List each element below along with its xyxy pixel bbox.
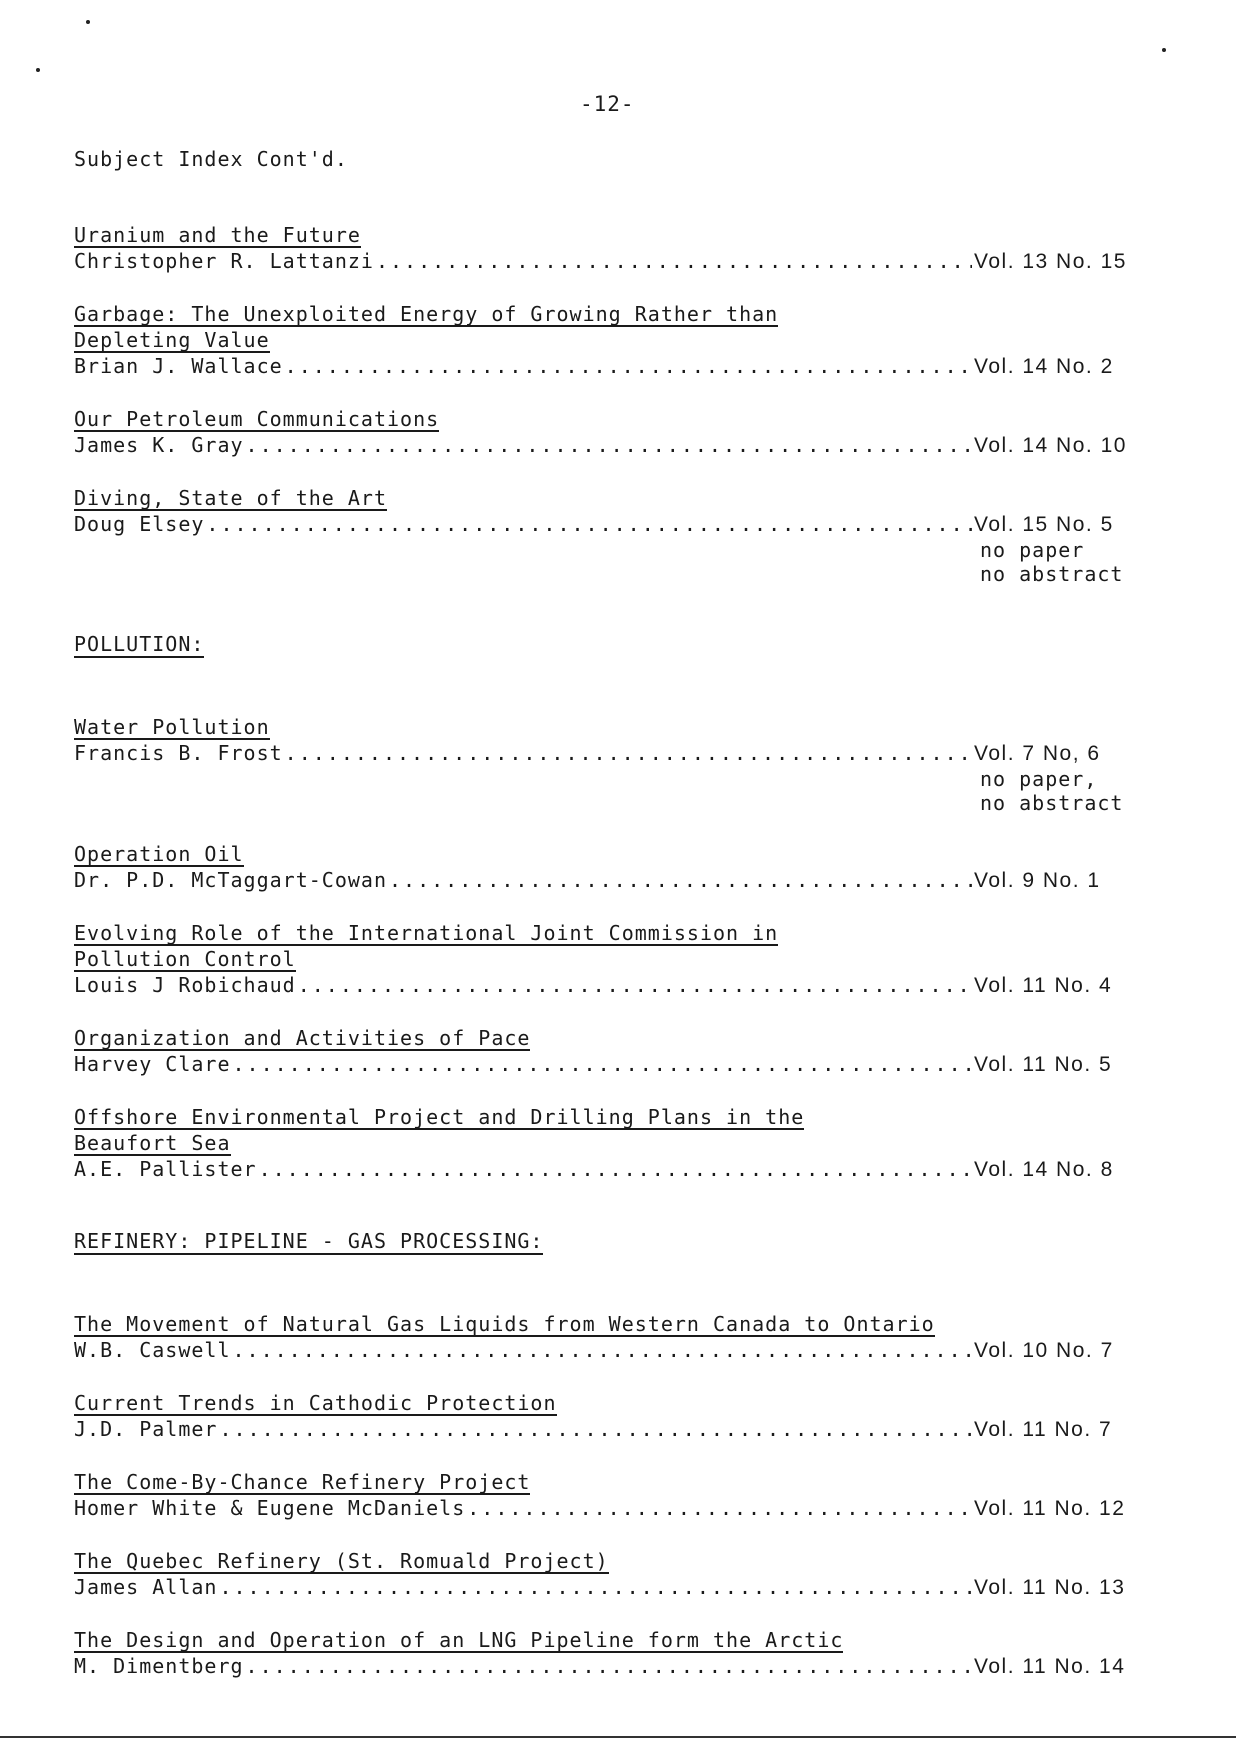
- entry-title-text: Offshore Environmental Project and Drilling Plans in the: [74, 1105, 805, 1129]
- entry-volume-ref: Vol. 10 No. 7: [974, 1339, 1114, 1362]
- entry-note: no abstract: [980, 562, 1124, 586]
- dot-leader: [467, 1495, 972, 1521]
- index-section: [74, 222, 1164, 586]
- index-entry: [74, 841, 1164, 894]
- entry-title-text: Uranium and the Future: [74, 223, 361, 247]
- index-entry: [74, 920, 1164, 999]
- section-heading: POLLUTION:: [74, 632, 205, 656]
- entry-author-line: [74, 1337, 1164, 1364]
- entry-title-text: The Design and Operation of an LNG Pipeline form the Arctic: [74, 1628, 844, 1652]
- index-subtitle: Subject Index Cont'd.: [74, 147, 348, 171]
- entry-author-line: [74, 1416, 1164, 1443]
- section-heading: REFINERY: PIPELINE - GAS PROCESSING:: [74, 1229, 544, 1253]
- entry-author: James K. Gray: [74, 433, 244, 457]
- entry-title-line: [74, 406, 1164, 432]
- entry-author: Christopher R. Lattanzi: [74, 249, 374, 273]
- dot-leader: [246, 432, 972, 458]
- entry-volume-ref: Vol. 14 No. 10: [974, 434, 1127, 457]
- entry-note: no paper: [980, 538, 1085, 562]
- entry-title-text: The Quebec Refinery (St. Romuald Project): [74, 1549, 609, 1573]
- entry-author-line: [74, 740, 1164, 767]
- entry-volume-ref: Vol. 9 No. 1: [974, 869, 1101, 892]
- entry-volume-ref: Vol. 14 No. 2: [974, 355, 1114, 378]
- entry-title-text: Depleting Value: [74, 328, 270, 352]
- entry-title-line: [74, 841, 1164, 867]
- entry-note: no abstract: [980, 791, 1124, 815]
- entry-author: Homer White & Eugene McDaniels: [74, 1496, 466, 1520]
- entry-volume-ref: Vol. 11 No. 5: [974, 1053, 1113, 1076]
- entry-title-line: [74, 714, 1164, 740]
- dot-leader: [233, 1337, 973, 1363]
- entry-author: Harvey Clare: [74, 1052, 231, 1076]
- index-section: [74, 1209, 1164, 1680]
- entry-author: W.B. Caswell: [74, 1338, 231, 1362]
- bottom-rule: [0, 1736, 1236, 1738]
- dot-leader: [285, 740, 972, 766]
- entry-title-line: [74, 327, 1164, 353]
- entry-author-line: [74, 1574, 1164, 1601]
- entry-title-line: [74, 222, 1164, 248]
- dot-leader: [389, 867, 972, 893]
- entry-title-line: [74, 1390, 1164, 1416]
- dot-leader: [259, 1156, 972, 1182]
- index-entry: [74, 1548, 1164, 1601]
- scan-speck: [1162, 48, 1166, 52]
- entry-author: Francis B. Frost: [74, 741, 283, 765]
- index-entry: [74, 714, 1164, 815]
- entry-author: Dr. P.D. McTaggart-Cowan: [74, 868, 387, 892]
- index-entry: [74, 301, 1164, 380]
- entry-volume-ref: Vol. 11 No. 12: [974, 1497, 1126, 1520]
- entry-volume-ref: Vol. 11 No. 14: [974, 1655, 1126, 1678]
- index-entry: [74, 1104, 1164, 1183]
- index-entry: [74, 1627, 1164, 1680]
- dot-leader: [285, 353, 972, 379]
- entry-title-line: [74, 1104, 1164, 1130]
- entry-title-text: Our Petroleum Communications: [74, 407, 440, 431]
- entry-author-line: [74, 432, 1164, 459]
- entry-title-text: The Come-By-Chance Refinery Project: [74, 1470, 531, 1494]
- index-entry: [74, 1311, 1164, 1364]
- entry-title-line: [74, 1627, 1164, 1653]
- entry-author: A.E. Pallister: [74, 1157, 257, 1181]
- entry-volume-ref: Vol. 11 No. 4: [974, 974, 1113, 997]
- entry-author-line: [74, 248, 1164, 275]
- entry-note: no paper,: [980, 767, 1098, 791]
- dot-leader: [219, 1416, 972, 1442]
- entry-title-text: Beaufort Sea: [74, 1131, 231, 1155]
- entry-title-text: The Movement of Natural Gas Liquids from Western Canada to Ontario: [74, 1312, 935, 1336]
- entry-volume-ref: Vol. 11 No. 7: [974, 1418, 1113, 1441]
- entry-author: J.D. Palmer: [74, 1417, 218, 1441]
- dot-leader: [298, 972, 972, 998]
- entry-author-line: [74, 1051, 1164, 1078]
- page-number: -12-: [580, 92, 635, 116]
- entry-author: Doug Elsey: [74, 512, 205, 536]
- entry-title-line: [74, 301, 1164, 327]
- entry-title-text: Current Trends in Cathodic Protection: [74, 1391, 557, 1415]
- entry-title-text: Pollution Control: [74, 947, 296, 971]
- entry-title-line: [74, 1311, 1164, 1337]
- entry-author-line: [74, 511, 1164, 538]
- index-entry: [74, 1469, 1164, 1522]
- entry-volume-ref: Vol. 7 No, 6: [974, 742, 1101, 765]
- entry-title-text: Operation Oil: [74, 842, 244, 866]
- index-entry: [74, 1025, 1164, 1078]
- entry-volume-ref: Vol. 14 No. 8: [974, 1158, 1114, 1181]
- entry-title-line: [74, 946, 1164, 972]
- entry-title-line: [74, 1469, 1164, 1495]
- subject-index: [74, 222, 1164, 1706]
- index-section: [74, 612, 1164, 1183]
- index-entry: [74, 485, 1164, 586]
- entry-title-line: [74, 1130, 1164, 1156]
- dot-leader: [233, 1051, 973, 1077]
- scan-speck: [86, 20, 90, 24]
- index-entry: [74, 1390, 1164, 1443]
- entry-author: M. Dimentberg: [74, 1654, 244, 1678]
- entry-author: James Allan: [74, 1575, 218, 1599]
- index-entry: [74, 406, 1164, 459]
- dot-leader: [219, 1574, 972, 1600]
- entry-title-line: [74, 1548, 1164, 1574]
- entry-title-text: Diving, State of the Art: [74, 486, 387, 510]
- entry-author-line: [74, 972, 1164, 999]
- entry-author: Louis J Robichaud: [74, 973, 296, 997]
- dot-leader: [206, 511, 972, 537]
- entry-author-line: [74, 1156, 1164, 1183]
- scan-speck: [36, 68, 40, 72]
- entry-author: Brian J. Wallace: [74, 354, 283, 378]
- entry-title-text: Garbage: The Unexploited Energy of Growing Rather than: [74, 302, 779, 326]
- dot-leader: [376, 248, 972, 274]
- index-entry: [74, 222, 1164, 275]
- entry-title-text: Organization and Activities of Pace: [74, 1026, 531, 1050]
- dot-leader: [246, 1653, 972, 1679]
- entry-title-text: Evolving Role of the International Joint Commission in: [74, 921, 779, 945]
- entry-title-line: [74, 920, 1164, 946]
- entry-title-text: Water Pollution: [74, 715, 270, 739]
- entry-author-line: [74, 353, 1164, 380]
- entry-title-line: [74, 485, 1164, 511]
- entry-volume-ref: Vol. 13 No. 15: [974, 250, 1127, 273]
- entry-volume-ref: Vol. 15 No. 5: [974, 513, 1114, 536]
- entry-author-line: [74, 1495, 1164, 1522]
- entry-author-line: [74, 1653, 1164, 1680]
- entry-title-line: [74, 1025, 1164, 1051]
- entry-author-line: [74, 867, 1164, 894]
- entry-volume-ref: Vol. 11 No. 13: [974, 1576, 1126, 1599]
